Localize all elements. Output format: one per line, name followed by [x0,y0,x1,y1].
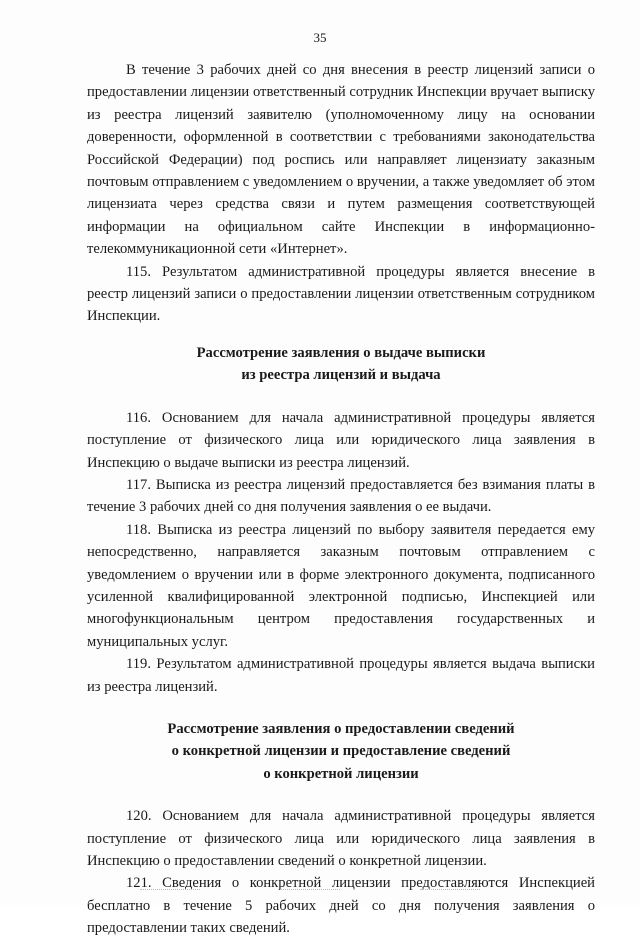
section-heading-extract [87,342,595,387]
paragraph-120: 120. Основанием для начала административной процедуры является поступление от физического лица или юридического лица заявления в Инспекцию о предоставлении сведений о конкретной лицензии. [87,808,595,869]
section-heading-line: о конкретной лицензии и предоставление сведений [171,743,511,760]
section-heading-license-info [87,718,595,785]
scan-artifact-marks [140,889,500,892]
paragraph-delivery-of-extract: В течение 3 рабочих дней со дня внесения в реестр лицензий записи о предоставлении лицензии ответственный сотрудник Инспекции вручает выписку из реестра лицензий заявителю (уполномоченному лицу на основании доверенности, оформленной в соответствии с требованиями законодательства Российской Федерации) под роспись или направляет лицензиату заказным почтовым отправлением с уведомлением о вручении, а также уведомляет об этом лицензиата через средства связи и путем размещения соответствующей информации на официальном сайте Инспекции в информационно-телекоммуникационной сети «Интернет». [87,62,595,258]
section-heading-line: о конкретной лицензии [263,765,419,782]
section-heading-line: из реестра лицензий и выдача [241,367,441,384]
section-heading-line: Рассмотрение заявления о предоставлении сведений [167,720,515,737]
paragraph-115: 115. Результатом административной процедуры является внесение в реестр лицензий записи о предоставлении лицензии ответственным сотрудником Инспекции. [87,263,595,325]
paragraph-117: 117. Выписка из реестра лицензий предоставляется без взимания платы в течение 3 рабочих дней со дня получения заявления о ее выдачи. [87,476,595,516]
paragraph-118: 118. Выписка из реестра лицензий по выбору заявителя передается ему непосредственно, направляется заказным почтовым отправлением с уведомлением о вручении или в форме электронного документа, подписанного усиленной квалифицированной электронной подписью, Инспекцией или многофункциональным центром предоставления государственных и муниципальных услуг. [87,521,595,650]
paragraph-121: 121. Сведения о конкретной лицензии предоставляются Инспекцией бесплатно в течение 5 рабочих дней со дня получения заявления о предоставлении таких сведений. [87,875,595,937]
document-body [87,59,595,940]
paragraph-116: 116. Основанием для начала административной процедуры является поступление от физического лица или юридического лица заявления в Инспекцию о выдаче выписки из реестра лицензий. [87,409,595,471]
section-heading-line: Рассмотрение заявления о выдаче выписки [196,344,486,361]
paragraph-119: 119. Результатом административной процедуры является выдача выписки из реестра лицензий. [87,656,595,695]
page-number: 35 [313,30,327,45]
